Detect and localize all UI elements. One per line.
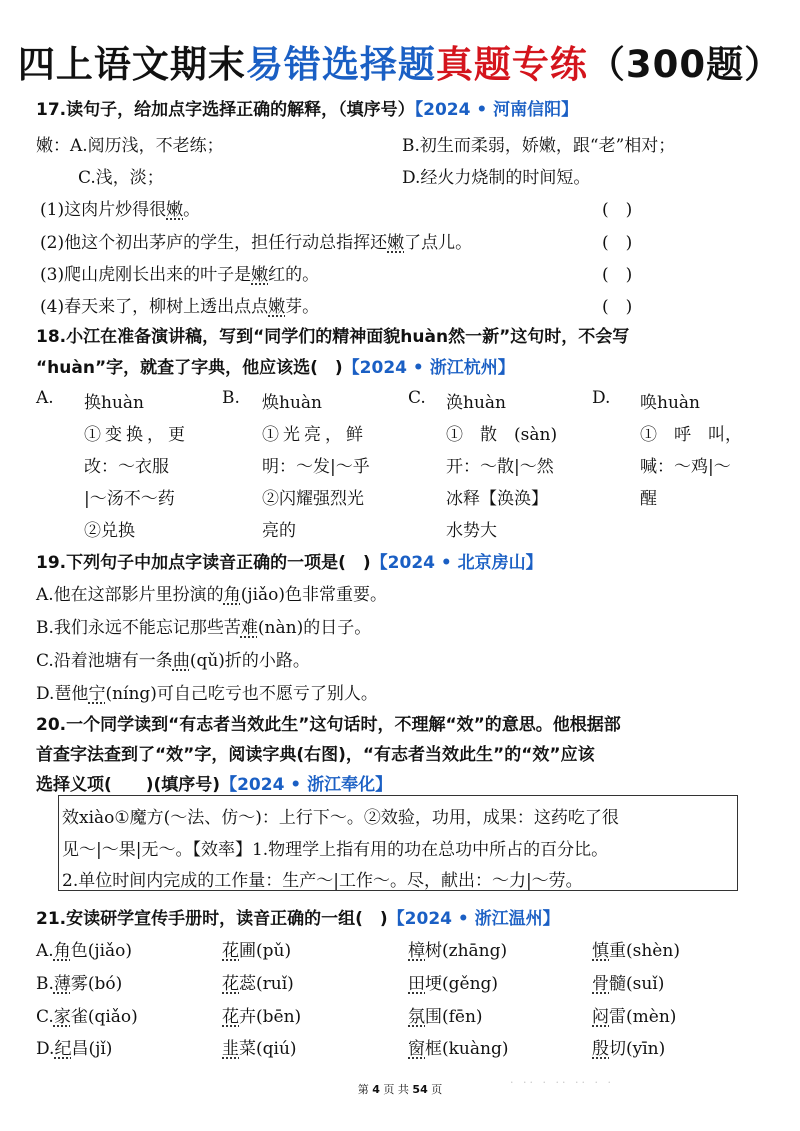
q17-stem-text: 17.读句子，给加点字选择正确的解释，（填序号） — [36, 100, 415, 120]
q17-def-d: D.经火力烧制的时间短。 — [402, 168, 591, 188]
q18-a-line2: 改：～衣服 — [84, 457, 169, 477]
q18-a-line1: ①变换，更 — [84, 425, 189, 445]
q18-letter-c: C. — [408, 388, 426, 408]
page-title — [0, 34, 800, 88]
q18-letter-a: A. — [36, 388, 54, 408]
q17-answer-2[interactable]: ( ) — [602, 233, 633, 253]
q21-option-1-word-4: 慎重(shèn) — [592, 941, 680, 961]
q21-option-2-word-4: 骨髓(suǐ) — [592, 974, 665, 994]
title-part2: 易错选择题 — [245, 43, 436, 86]
q18-c-line3: 冰释【涣涣】 — [446, 489, 548, 509]
q17-stem — [36, 95, 578, 120]
q18-c-line4: 水势大 — [446, 521, 497, 541]
q18-tag: 【2024 • 浙江杭州】 — [342, 358, 515, 378]
faint-footer-text: · ·· · ·· ·· · · — [510, 1076, 614, 1089]
q19-tag: 【2024 • 北京房山】 — [370, 553, 543, 573]
q18-stem-line1: 18.小江在准备演讲稿，写到“同学们的精神面貌huàn然一新”这句时，不会写 — [36, 327, 630, 347]
q21-option-4-word-1[interactable]: D.纪昌(jǐ) — [36, 1039, 113, 1059]
q18-b-line2: 明：～发|～乎 — [262, 457, 370, 477]
q17-item-4: (4)春天来了，柳树上透出点点嫩芽。 — [40, 297, 320, 317]
q20-stem-line2: 首查字法查到了“效”字，阅读字典(右图)，“有志者当效此生”的“效”应该 — [36, 745, 595, 765]
q18-letter-d: D. — [592, 388, 611, 408]
q18-d-line3: 醒 — [640, 489, 657, 509]
q17-answer-3[interactable]: ( ) — [602, 265, 633, 285]
q19-stem: 19.下列句子中加点字读音正确的一项是( )【2024 • 北京房山】 — [36, 553, 543, 573]
q18-a-line3: |～汤不～药 — [84, 489, 175, 509]
title-part3: 真题专练 — [435, 43, 588, 86]
q19-option-c[interactable]: C.沿着池塘有一条曲(qǔ)折的小路。 — [36, 651, 310, 671]
q21-option-2-word-1[interactable]: B.薄雾(bó) — [36, 974, 123, 994]
q19-option-b[interactable]: B.我们永远不能忘记那些苦难(nàn)的日子。 — [36, 618, 372, 638]
q18-char-c: 涣huàn — [446, 393, 506, 413]
page-number: 第 4 页 共 54 页 — [357, 1083, 443, 1096]
dictionary-line-2: 见～|～果|无～。【效率】1.物理学上指有用的功在总功中所占的百分比。 — [62, 840, 609, 860]
q18-letter-b: B. — [222, 388, 240, 408]
q17-item-3: (3)爬山虎刚长出来的叶子是嫩红的。 — [40, 265, 320, 285]
q20-stem-line3: 选择义项( )(填序号)【2024 • 浙江奉化】 — [36, 775, 393, 795]
q21-option-1-word-3: 樟树(zhāng) — [408, 941, 508, 961]
q18-d-line1: ① 呼 叫， — [640, 425, 742, 445]
q18-b-line1: ①光亮，鲜 — [262, 425, 367, 445]
q17-def-b: B.初生而柔弱，娇嫩，跟“老”相对； — [402, 136, 676, 156]
q20-stem-line1: 20.一个同学读到“有志者当效此生”这句话时，不理解“效”的意思。他根据部 — [36, 715, 621, 735]
q21-option-3-word-4: 闷雷(mèn) — [592, 1007, 677, 1027]
q18-d-line2: 喊：～鸡|～ — [640, 457, 731, 477]
q18-c-line1: ① 散 (sàn) — [446, 425, 558, 445]
q21-option-4-word-3: 窗框(kuàng) — [408, 1039, 509, 1059]
title-part4: （300题） — [587, 43, 783, 86]
q21-option-4-word-4: 殷切(yīn) — [592, 1039, 666, 1059]
q21-option-3-word-3: 氛围(fēn) — [408, 1007, 483, 1027]
q21-stem: 21.安读研学宣传手册时，读音正确的一组( )【2024 • 浙江温州】 — [36, 909, 560, 929]
q21-option-4-word-2: 韭菜(qiú) — [222, 1039, 297, 1059]
q18-char-b: 焕huàn — [262, 393, 322, 413]
q18-char-d: 唤huàn — [640, 393, 700, 413]
q19-option-a[interactable]: A.他在这部影片里扮演的角(jiǎo)色非常重要。 — [36, 585, 388, 605]
q21-option-1-word-1[interactable]: A.角色(jiǎo) — [36, 941, 133, 961]
q18-char-a: 换huàn — [84, 393, 144, 413]
q21-option-2-word-3: 田埂(gěng) — [408, 974, 499, 994]
q18-b-line3: ②闪耀强烈光 — [262, 489, 364, 509]
q19-option-d[interactable]: D.琶他宁(níng)可自己吃亏也不愿亏了别人。 — [36, 684, 378, 704]
q17-def-c: C.浅，淡； — [78, 168, 164, 188]
q21-tag: 【2024 • 浙江温州】 — [387, 909, 560, 929]
q18-c-line2: 开：～散|～然 — [446, 457, 554, 477]
q17-def-a: 嫩：A.阅历浅，不老练； — [36, 136, 224, 156]
q17-answer-4[interactable]: ( ) — [602, 297, 633, 317]
q21-option-3-word-2: 花卉(bēn) — [222, 1007, 302, 1027]
q17-answer-1[interactable]: ( ) — [602, 200, 633, 220]
q18-a-line4: ②兑换 — [84, 521, 135, 541]
q17-item-1: (1)这肉片炒得很嫩。 — [40, 200, 201, 220]
q18-stem-line2: “huàn”字，就查了字典，他应该选( )【2024 • 浙江杭州】 — [36, 358, 515, 378]
q20-tag: 【2024 • 浙江奉化】 — [220, 775, 393, 795]
q17-tag: 【2024 • 河南信阳】 — [414, 100, 579, 120]
q21-option-1-word-2: 花圃(pǔ) — [222, 941, 292, 961]
q21-option-3-word-1[interactable]: C.家雀(qiǎo) — [36, 1007, 138, 1027]
title-part1: 四上语文期末 — [17, 43, 246, 86]
dictionary-line-3: 2.单位时间内完成的工作量：生产～|工作～。尽，献出：～力|～劳。 — [62, 871, 583, 891]
q17-item-2: (2)他这个初出茅庐的学生，担任行动总指挥还嫩了点儿。 — [40, 233, 473, 253]
q18-b-line4: 亮的 — [262, 521, 296, 541]
dictionary-line-1: 效xiào①魔方(～法、仿～)：上行下～。②效验，功用，成果：这药吃了很 — [62, 808, 619, 828]
q21-option-2-word-2: 花蕊(ruǐ) — [222, 974, 294, 994]
